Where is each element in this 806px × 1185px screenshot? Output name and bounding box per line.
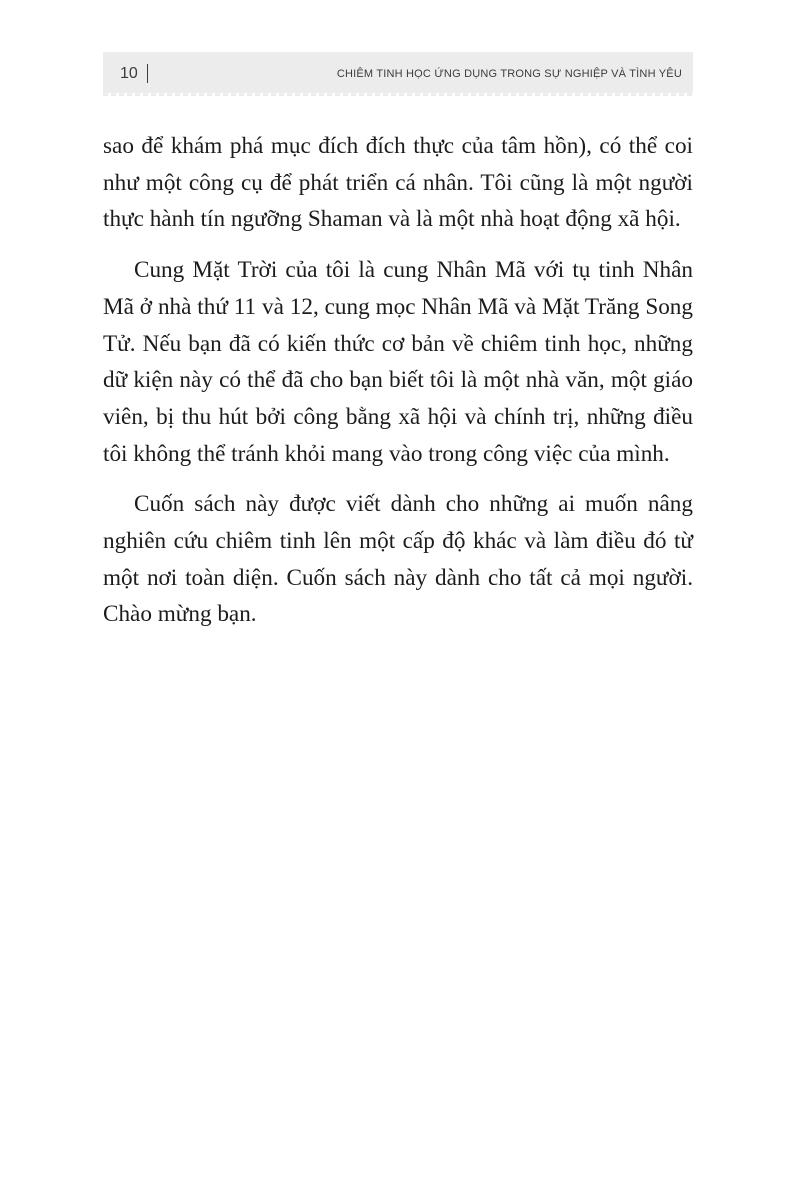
body-text: [103, 128, 693, 647]
paragraph-sun-sign: Cung Mặt Trời của tôi là cung Nhân Mã với tụ tinh Nhân Mã ở nhà thứ 11 và 12, cung mọc Nhân Mã và Mặt Trăng Song Tử. Nếu bạn đã có kiến thức cơ bản về chiêm tinh học, những dữ kiện này có thể đã cho bạn biết tôi là một nhà văn, một giáo viên, bị thu hút bởi công bằng xã hội và chính trị, những điều tôi không thể tránh khỏi mang vào trong công việc của mình.: [103, 257, 693, 467]
running-header: [103, 52, 693, 94]
running-title: CHIÊM TINH HỌC ỨNG DỤNG TRONG SỰ NGHIỆP VÀ TÌNH YÊU: [336, 68, 682, 80]
paragraph-book-purpose: Cuốn sách này được viết dành cho những ai muốn nâng nghiên cứu chiêm tinh lên một cấp độ khác và làm điều đó từ một nơi toàn diện. Cuốn sách này dành cho tất cả mọi người. Chào mừng bạn.: [103, 491, 693, 628]
header-divider: [147, 64, 148, 83]
paragraph-continued: sao để khám phá mục đích đích thực của tâm hồn), có thể coi như một công cụ để phát triển cá nhân. Tôi cũng là một người thực hành tín ngưỡng Shaman và là một nhà hoạt động xã hội.: [103, 133, 693, 233]
page-number: 10: [120, 65, 138, 82]
